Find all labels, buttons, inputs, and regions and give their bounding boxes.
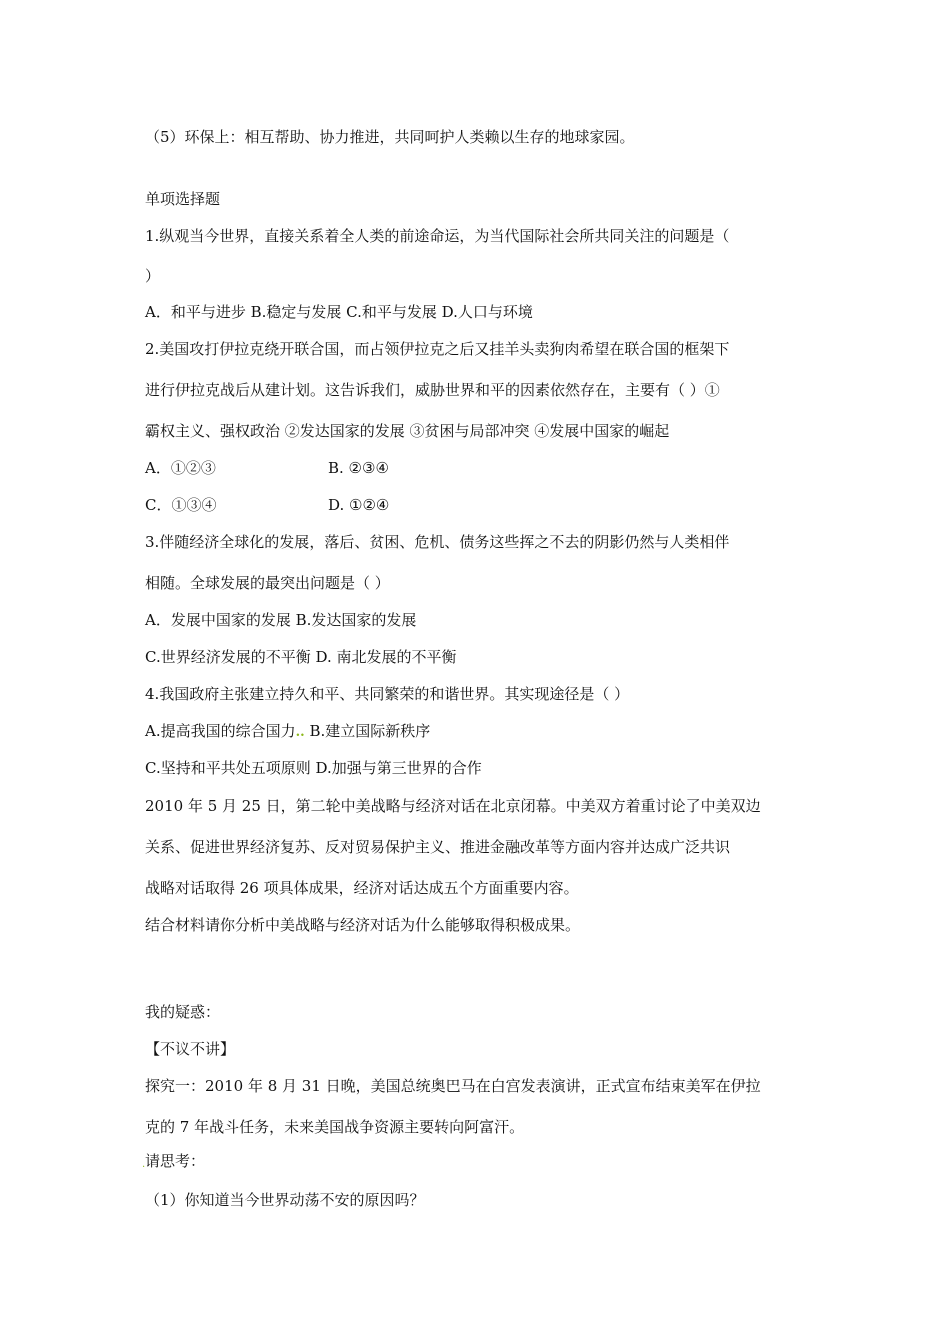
- section-title: 单项选择题: [145, 190, 221, 208]
- question-2-option-a: A．①②③: [145, 459, 216, 477]
- question-3-stem: 3.伴随经济全球化的发展，落后、贫困、危机、债务这些挥之不去的阴影仍然与人类相伴: [145, 533, 730, 551]
- material-line-1: 2010 年 5 月 25 日，第二轮中美战略与经济对话在北京闭幕。中美双方着重讨论了中美双边: [145, 797, 761, 815]
- question-4-option-b: B.建立国际新秩序: [304, 722, 431, 740]
- question-2-option-d: D. ①②④: [328, 496, 390, 514]
- question-4-option-a: A.提高我国的综合国力: [145, 722, 296, 740]
- question-2-option-c: C．①③④: [145, 496, 217, 514]
- material-line-3: 战略对话取得 26 项具体成果，经济对话达成五个方面重要内容。: [145, 879, 579, 897]
- question-3-stem-cont: 相随。全球发展的最突出问题是（ ）: [145, 574, 390, 592]
- decorative-dots: ..: [295, 725, 305, 740]
- question-1-stem: 1.纵观当今世界，直接关系着全人类的前途命运，为当代国际社会所共同关注的问题是（: [145, 227, 730, 245]
- question-1-options: A．和平与进步 B.稳定与发展 C.和平与发展 D.人口与环境: [145, 303, 533, 321]
- question-3-options-1: A．发展中国家的发展 B.发达国家的发展: [145, 611, 417, 629]
- think-label: 请思考：: [145, 1152, 206, 1170]
- question-4-options-1: [145, 721, 430, 743]
- question-3-options-2: C.世界经济发展的不平衡 D. 南北发展的不平衡: [145, 648, 457, 666]
- decorative-mark: .: [142, 1159, 146, 1170]
- question-4-stem: 4.我国政府主张建立持久和平、共同繁荣的和谐世界。其实现途径是（ ）: [145, 685, 630, 703]
- question-2-stem-cont: 进行伊拉克战后从建计划。这告诉我们，威胁世界和平的因素依然存在，主要有（ ）①: [145, 381, 720, 399]
- question-4-options-2: C.坚持和平共处五项原则 D.加强与第三世界的合作: [145, 759, 482, 777]
- explore-line-1: 探究一：2010 年 8 月 31 日晚，美国总统奥巴马在白宫发表演讲，正式宣布结束美军在伊拉: [145, 1077, 761, 1095]
- question-1-stem-cont: ）: [145, 267, 161, 285]
- material-line-2: 关系、促进世界经济复苏、反对贸易保护主义、推进金融改革等方面内容并达成广泛共识: [145, 838, 731, 856]
- doubts-label: 我的疑惑：: [145, 1003, 221, 1021]
- intro-paragraph: （5）环保上：相互帮助、协力推进，共同呵护人类赖以生存的地球家园。: [145, 128, 635, 146]
- material-question: 结合材料请你分析中美战略与经济对话为什么能够取得积极成果。: [145, 916, 581, 934]
- explore-line-2: 克的 7 年战斗任务，未来美国战争资源主要转向阿富汗。: [145, 1118, 525, 1136]
- question-2-option-b: B. ②③④: [328, 459, 389, 477]
- explore-question-1: （1）你知道当今世界动荡不安的原因吗？: [145, 1191, 425, 1209]
- question-2-stem-cont-2: 霸权主义、强权政治 ②发达国家的发展 ③贫困与局部冲突 ④发展中国家的崛起: [145, 422, 670, 440]
- bracket-heading: 【不议不讲】: [145, 1040, 236, 1058]
- question-2-stem: 2.美国攻打伊拉克绕开联合国，而占领伊拉克之后又挂羊头卖狗肉希望在联合国的框架下: [145, 340, 730, 358]
